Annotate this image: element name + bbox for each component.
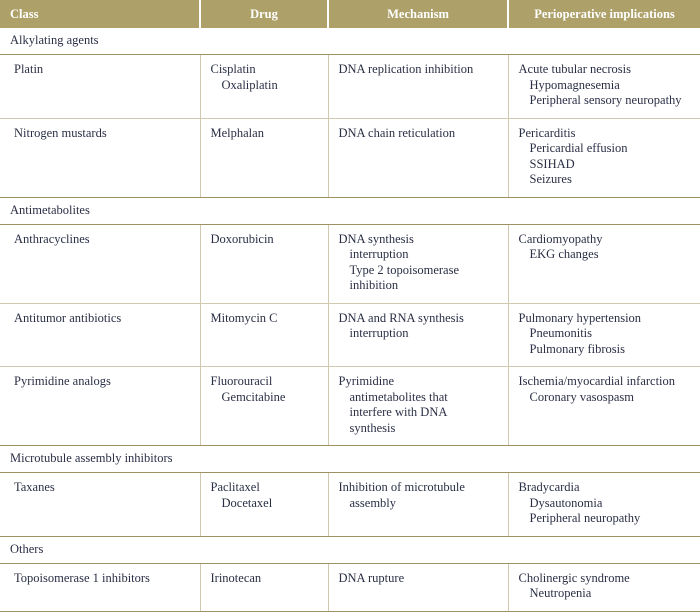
cell-line-primary: Paclitaxel (210, 480, 260, 494)
cell-drug (200, 563, 328, 611)
cell-line-continuation: antimetabolites that (349, 389, 448, 404)
cell-class (0, 303, 200, 367)
cell-implications (508, 563, 700, 611)
cell-lines (519, 480, 691, 527)
cell-lines (339, 126, 498, 142)
cell-line-primary: Fluorouracil (210, 374, 273, 388)
cell-lines (339, 480, 498, 511)
group-title: Alkylating agents (0, 28, 700, 55)
group-header-row (0, 446, 700, 473)
group-title: Microtubule assembly inhibitors (0, 446, 700, 473)
cell-lines (14, 374, 190, 390)
table-body (0, 28, 700, 611)
cell-line-continuation: Oxaliplatin (221, 77, 278, 92)
table-row (0, 118, 700, 197)
cell-line-continuation: Docetaxel (221, 495, 273, 510)
cell-implications (508, 473, 700, 537)
table-row (0, 563, 700, 611)
cell-lines (211, 62, 318, 93)
cell-line-primary: Cardiomyopathy (518, 231, 603, 246)
cell-lines (14, 480, 190, 496)
cell-implications (508, 118, 700, 197)
cell-class (0, 367, 200, 446)
cell-line-continuation: synthesis (349, 420, 396, 435)
column-header-perioperative-implications: Perioperative implications (508, 0, 700, 28)
cell-line-continuation: Peripheral neuropathy (529, 511, 641, 525)
cell-line-primary: DNA rupture (338, 570, 405, 585)
table-row (0, 367, 700, 446)
cell-lines (519, 126, 691, 188)
cell-line-continuation: Pneumonitis (529, 326, 593, 340)
cell-line-continuation: Pericardial effusion (529, 141, 628, 155)
cell-line-primary: Doxorubicin (210, 231, 274, 246)
cell-drug (200, 303, 328, 367)
cell-lines (519, 374, 691, 405)
cell-lines (211, 374, 318, 405)
cell-line-continuation: SSIHAD (529, 156, 575, 171)
cell-line-primary: Melphalan (210, 125, 264, 140)
group-header-row (0, 28, 700, 55)
cell-lines (519, 311, 691, 358)
cell-line-primary: Bradycardia (518, 480, 580, 494)
cell-lines (211, 480, 318, 511)
cell-mechanism (328, 473, 508, 537)
cell-line-primary: DNA replication inhibition (338, 62, 474, 76)
cell-lines (339, 571, 498, 587)
cell-line-primary: Pericarditis (518, 125, 576, 140)
cell-line-primary: DNA chain reticulation (338, 125, 456, 140)
cell-line-primary: DNA synthesis (338, 231, 414, 246)
cell-line-primary: Anthracyclines (14, 231, 90, 246)
table-row (0, 303, 700, 367)
table-header-row (0, 0, 700, 28)
cell-class (0, 473, 200, 537)
cell-lines (339, 62, 498, 78)
cell-line-primary: Mitomycin C (210, 310, 278, 325)
cell-mechanism (328, 118, 508, 197)
cell-lines (211, 311, 318, 327)
cell-lines (519, 62, 691, 109)
cell-line-primary: Topoisomerase 1 inhibitors (14, 570, 150, 585)
cell-mechanism (328, 303, 508, 367)
cell-drug (200, 55, 328, 119)
cell-line-continuation: Dysautonomia (529, 495, 603, 510)
cell-line-continuation: Type 2 topoisomerase (349, 262, 460, 277)
cell-line-primary: Inhibition of microtubule (338, 480, 465, 494)
cell-lines (211, 232, 318, 248)
cell-class (0, 563, 200, 611)
table-row (0, 473, 700, 537)
cell-drug (200, 224, 328, 303)
cell-line-primary: Nitrogen mustards (14, 125, 107, 140)
cell-line-primary: Pyrimidine analogs (14, 374, 111, 388)
cell-mechanism (328, 55, 508, 119)
group-header-row (0, 536, 700, 563)
cell-drug (200, 473, 328, 537)
cell-line-primary: Pulmonary hypertension (518, 310, 642, 325)
table-row (0, 55, 700, 119)
cell-lines (14, 126, 190, 142)
group-title: Others (0, 536, 700, 563)
cell-line-primary: Acute tubular necrosis (518, 62, 631, 76)
column-header-mechanism: Mechanism (328, 0, 508, 28)
table-header (0, 0, 700, 28)
cell-lines (339, 232, 498, 294)
cell-lines (14, 62, 190, 78)
cell-class (0, 118, 200, 197)
cell-lines (14, 311, 190, 327)
column-header-class: Class (0, 0, 200, 28)
cell-implications (508, 55, 700, 119)
cell-line-primary: Cholinergic syndrome (518, 570, 630, 585)
cell-lines (14, 232, 190, 248)
cell-line-continuation: inhibition (349, 278, 399, 292)
cell-lines (14, 571, 190, 587)
cell-line-continuation: Pulmonary fibrosis (529, 341, 625, 356)
cell-line-continuation: Coronary vasospasm (529, 389, 634, 404)
cell-line-continuation: interruption (349, 247, 409, 261)
cell-line-primary: Irinotecan (210, 570, 262, 585)
cell-line-primary: Cisplatin (210, 62, 256, 76)
cell-line-continuation: Hypomagnesemia (529, 77, 620, 92)
cell-line-primary: Antitumor antibiotics (14, 310, 122, 325)
cell-drug (200, 118, 328, 197)
cell-lines (339, 374, 498, 436)
cell-lines (211, 571, 318, 587)
cell-line-primary: Platin (14, 62, 44, 76)
cell-mechanism (328, 563, 508, 611)
cell-drug (200, 367, 328, 446)
cell-line-continuation: Gemcitabine (221, 389, 286, 404)
cell-line-primary: Taxanes (14, 480, 55, 494)
cell-line-continuation: interfere with DNA (349, 405, 448, 419)
cell-lines (339, 311, 498, 342)
cell-line-continuation: Seizures (529, 172, 572, 186)
cell-line-primary: DNA and RNA synthesis (338, 310, 464, 325)
cell-class (0, 55, 200, 119)
cell-line-primary: Pyrimidine (338, 374, 395, 388)
cell-class (0, 224, 200, 303)
table-row (0, 224, 700, 303)
cell-line-continuation: assembly (349, 495, 397, 510)
cell-implications (508, 303, 700, 367)
column-header-drug: Drug (200, 0, 328, 28)
group-title: Antimetabolites (0, 197, 700, 224)
cell-implications (508, 224, 700, 303)
cell-mechanism (328, 224, 508, 303)
cell-line-continuation: Peripheral sensory neuropathy (529, 93, 682, 107)
cell-lines (519, 232, 691, 263)
cell-line-continuation: interruption (349, 326, 409, 340)
cell-lines (211, 126, 318, 142)
cell-line-continuation: EKG changes (529, 247, 599, 261)
group-header-row (0, 197, 700, 224)
cell-line-primary: Ischemia/myocardial infarction (518, 374, 676, 388)
cell-implications (508, 367, 700, 446)
cell-mechanism (328, 367, 508, 446)
cell-line-continuation: Neutropenia (529, 586, 592, 600)
cell-lines (519, 571, 691, 602)
